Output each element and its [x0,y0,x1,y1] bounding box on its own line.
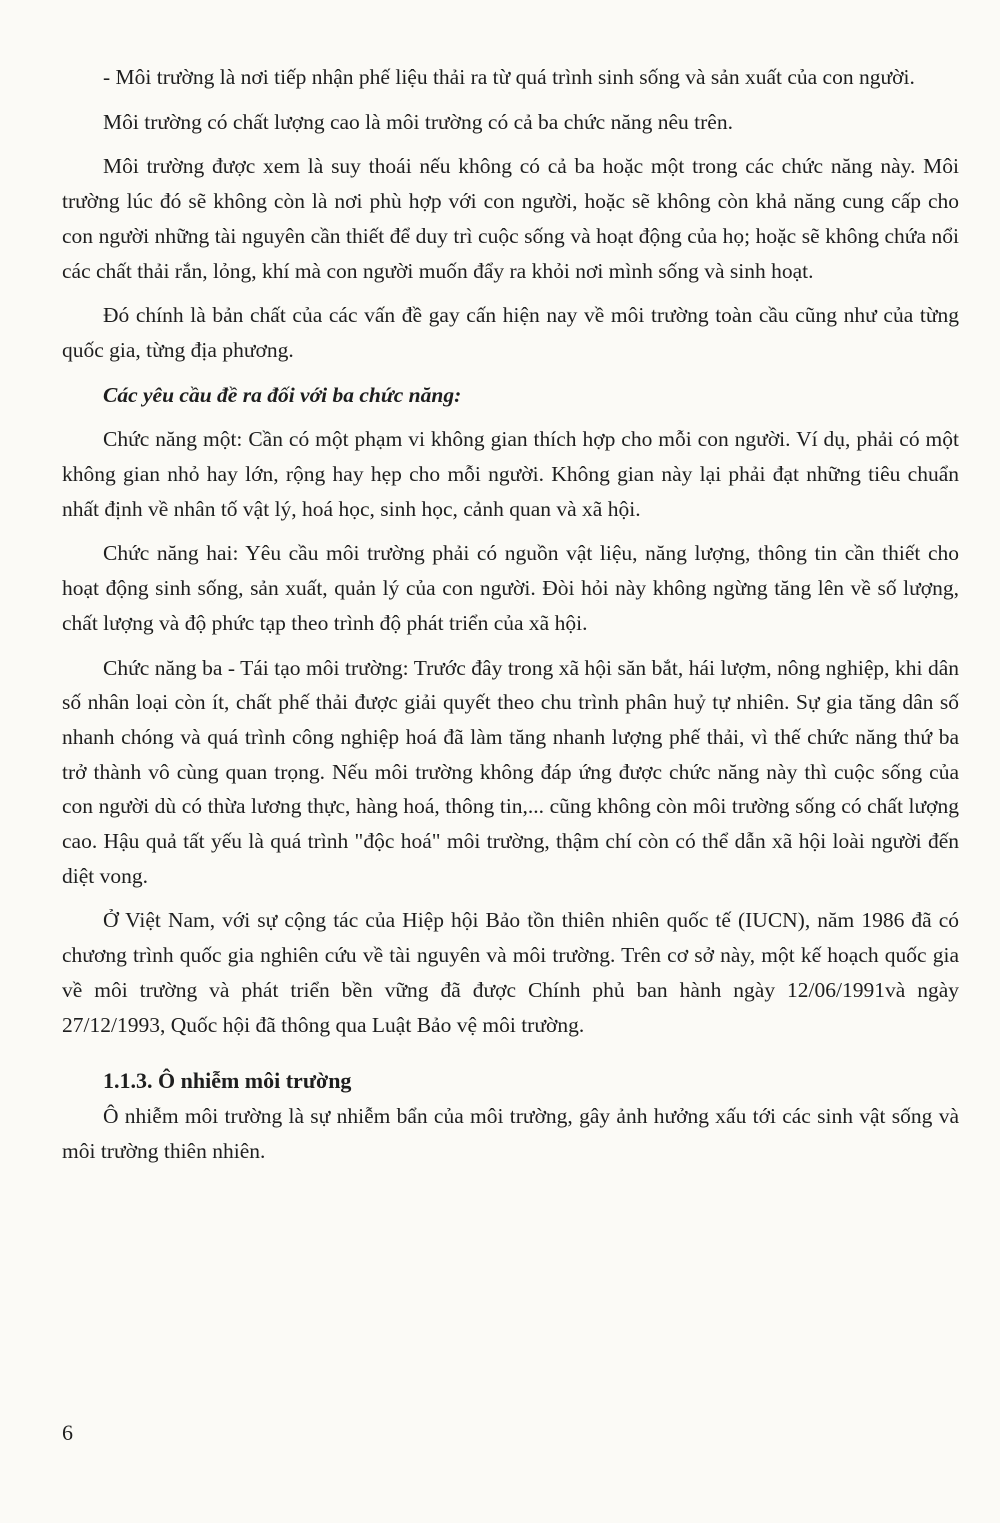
paragraph-pollution: Ô nhiễm môi trường là sự nhiễm bẩn của môi trường, gây ảnh hưởng xấu tới các sinh vật sống và môi trường thiên nhiên. [62,1103,959,1163]
paragraph-high-quality: Môi trường có chất lượng cao là môi trường có cả ba chức năng nêu trên. [103,109,733,134]
paragraph-vietnam: Ở Việt Nam, với sự cộng tác của Hiệp hội Bảo tồn thiên nhiên quốc tế (IUCN), năm 1986 đã có chương trình quốc gia nghiên cứu về tài nguyên và môi trường. Trên cơ sở này, một kế hoạch quốc gia về môi trường và phát triển bền vững đã được Chính phủ ban hành ngày 12/06/1991và ngày 27/12/1993, Quốc hội đã thông qua Luật Bảo vệ môi trường. [62,908,959,1037]
paragraph-function-two: Chức năng hai: Yêu cầu môi trường phải có nguồn vật liệu, năng lượng, thông tin cần thiết cho hoạt động sinh sống, sản xuất, quản lý của con người. Đòi hỏi này không ngừng tăng lên về số lượng, chất lượng và độ phức tạp theo trình độ phát triển của xã hội. [62,541,959,635]
page-number: 6 [62,1420,73,1445]
paragraph-function-one: Chức năng một: Cần có một phạm vi không gian thích hợp cho mỗi con người. Ví dụ, phải có một không gian nhỏ hay lớn, rộng hay hẹp cho mỗi người. Không gian này lại phải đạt những tiêu chuẩn nhất định về nhân tố vật lý, hoá học, sinh học, cảnh quan và xã hội. [62,427,959,521]
paragraph-function-three: Chức năng ba - Tái tạo môi trường: Trước đây trong xã hội săn bắt, hái lượm, nông nghiệp, khi dân số nhân loại còn ít, chất phế thải được giải quyết theo chu trình phân huỷ tự nhiên. Sự gia tăng dân số nhanh chóng và quá trình công nghiệp hoá đã làm tăng nhanh lượng phế thải, vì thế chức năng thứ ba trở thành vô cùng quan trọng. Nếu môi trường không đáp ứng được chức năng này thì cuộc sống của con người dù có thừa lương thực, hàng hoá, thông tin,... cũng không còn môi trường sống có chất lượng cao. Hậu quả tất yếu là quá trình "độc hoá" môi trường, thậm chí còn có thể dẫn xã hội loài người đến diệt vong. [62,655,959,888]
paragraph-waste-function: - Môi trường là nơi tiếp nhận phế liệu thải ra từ quá trình sinh sống và sản xuất của con người. [103,65,915,89]
paragraph-essence: Đó chính là bản chất của các vấn đề gay cấn hiện nay về môi trường toàn cầu cũng như của từng quốc gia, từng địa phương. [62,303,959,362]
page-body [62,60,959,1168]
paragraph-degradation: Môi trường được xem là suy thoái nếu không có cả ba hoặc một trong các chức năng này. Môi trường lúc đó sẽ không còn là nơi phù hợp với con người, hoặc sẽ không còn khả năng cung cấp cho con người những tài nguyên cần thiết để duy trì cuộc sống và hoạt động của họ; hoặc sẽ không chứa nổi các chất thải rắn, lỏng, khí mà con người muốn đẩy ra khỏi nơi mình sống và sinh hoạt. [62,154,959,283]
requirements-heading: Các yêu cầu đề ra đối với ba chức năng: [103,382,462,407]
section-heading: 1.1.3. Ô nhiễm môi trường [103,1068,352,1094]
